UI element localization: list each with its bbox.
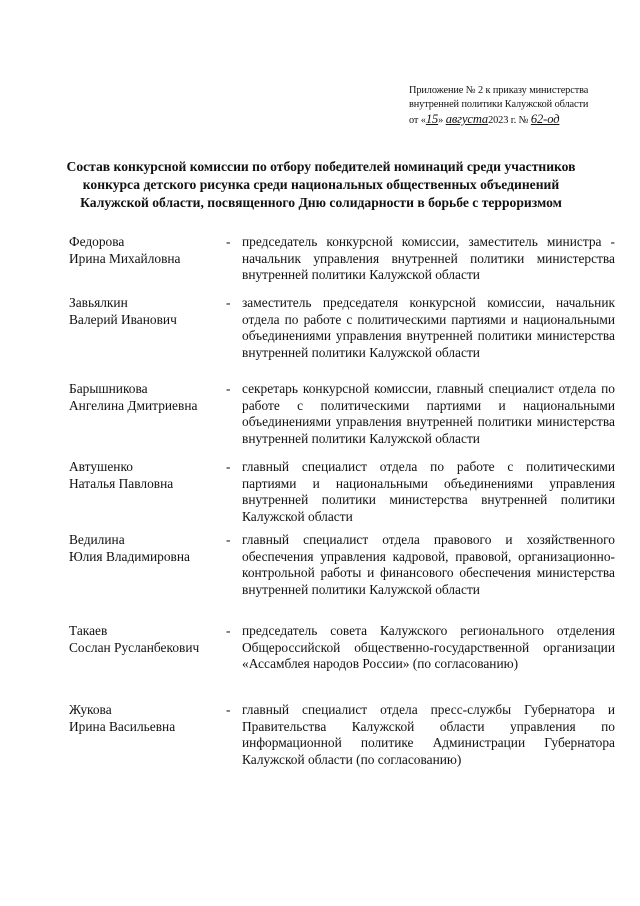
member-surname: Федорова	[69, 234, 125, 249]
member-surname: Жукова	[69, 702, 112, 717]
member-surname: Барышникова	[69, 381, 148, 396]
member-surname: Автушенко	[69, 459, 133, 474]
appendix-date-line	[409, 112, 624, 128]
member-name	[69, 234, 229, 267]
date-mid: »	[438, 115, 446, 126]
member-role: главный специалист отдела по работе с политическими партиями и национальными объединениями управления внутренней политики министерства внутренней политики Калужской области	[242, 459, 615, 524]
member-role: секретарь конкурсной комиссии, главный специалист отдела по работе с политическими партиями и национальными объединениями управления внутренней политики министерства внутренней политики Калужской области	[242, 381, 615, 446]
title-line-1: Состав конкурсной комиссии по отбору победителей номинаций среди участников	[66, 159, 576, 174]
title-line-3: Калужской области, посвященного Дню солидарности в борьбе с терроризмом	[80, 195, 562, 210]
member-given-name: Сослан Русланбекович	[69, 639, 200, 655]
member-given-name: Ирина Васильевна	[69, 718, 176, 734]
member-dash: -	[226, 381, 231, 396]
handwritten-order-number: 62-од	[530, 112, 560, 126]
member-dash: -	[226, 234, 231, 249]
member-given-name: Юлия Владимировна	[69, 548, 190, 564]
appendix-line-1: Приложение № 2 к приказу министерства	[409, 85, 589, 96]
document-title	[60, 158, 582, 212]
member-name	[69, 459, 229, 492]
title-line-2: конкурса детского рисунка среди национальных общественных объединений	[82, 177, 560, 192]
member-role: главный специалист отдела правового и хозяйственного обеспечения управления кадровой, правовой, организационно-контрольной работы и финансового обеспечения министерства внутренней политики Калужской области	[242, 532, 615, 597]
member-surname: Завьялкин	[69, 295, 128, 310]
member-role: заместитель председателя конкурсной комиссии, начальник отдела по работе с политическими партиями и национальными объединениями управления внутренней политики министерства внутренней политики Калужской области	[242, 295, 615, 360]
member-name	[69, 532, 229, 565]
member-name	[69, 702, 229, 735]
handwritten-month: августа	[445, 112, 489, 126]
member-dash: -	[226, 459, 231, 474]
member-surname: Такаев	[69, 623, 108, 638]
member-name	[69, 295, 229, 328]
member-dash: -	[226, 702, 231, 717]
member-given-name: Ангелина Дмитриевна	[69, 397, 198, 413]
member-name	[69, 623, 229, 656]
member-dash: -	[226, 532, 231, 547]
member-given-name: Валерий Иванович	[69, 311, 177, 327]
date-prefix: от «	[409, 115, 426, 126]
member-dash: -	[226, 623, 231, 638]
member-name	[69, 381, 229, 414]
member-given-name: Ирина Михайловна	[69, 250, 181, 266]
member-role: главный специалист отдела пресс-службы Губернатора и Правительства Калужской области управления по информационной политике Администрации Губернатора Калужской области (по согласованию)	[242, 702, 615, 767]
member-role: председатель совета Калужского регионального отделения Общероссийской общественно-государственной организации «Ассамблея народов России» (по согласованию)	[242, 623, 615, 671]
member-given-name: Наталья Павловна	[69, 475, 174, 491]
appendix-header	[409, 84, 624, 128]
member-surname: Ведилина	[69, 532, 125, 547]
member-dash: -	[226, 295, 231, 310]
date-year: 2023 г. №	[488, 115, 531, 126]
handwritten-day: 15	[425, 112, 439, 126]
appendix-line-2: внутренней политики Калужской области	[409, 99, 589, 110]
member-role: председатель конкурсной комиссии, заместитель министра - начальник управления внутренней политики министерства внутренней политики Калужской области	[242, 234, 615, 282]
